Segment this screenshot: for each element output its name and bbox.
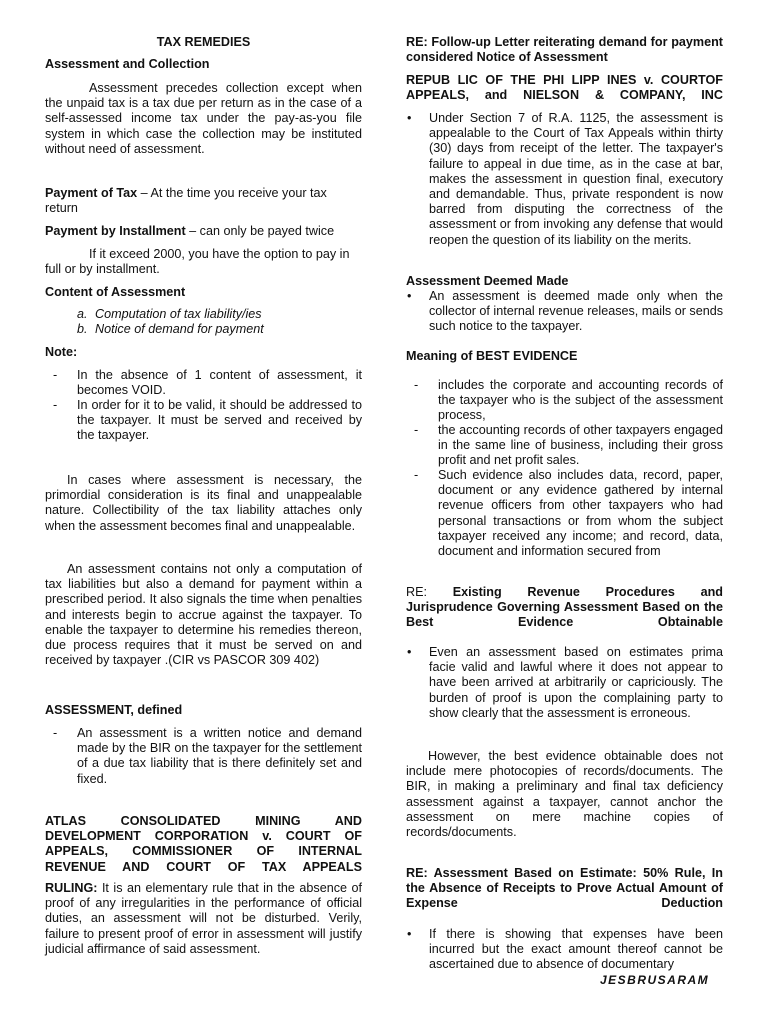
list-text: Such evidence also includes data, record, paper, document or any evidence gathered by internal revenue officers from other taxpayers who had personal transactions or from whom the subject taxpayer received any income; and record, data, document and information secured from bbox=[438, 468, 723, 559]
list-text: An assessment is a written notice and demand made by the BIR on the taxpayer for the settlement of a due tax liability that is there definitely set and fixed. bbox=[77, 726, 362, 786]
ruling-paragraph bbox=[45, 881, 362, 957]
ruling-label: RULING: bbox=[45, 881, 98, 895]
list-item bbox=[45, 368, 362, 398]
paragraph: An assessment contains not only a computation of tax liabilities but also a demand for payment within a prescribed period. It also signals the time when penalties and interests begin to accrue against the taxpayer. To enable the taxpayer to determine his remedies thereon, due process requires that it must be served on and received by taxpayer .(CIR vs PASCOR 309 402) bbox=[45, 562, 362, 668]
bullet: • bbox=[407, 645, 412, 659]
text: – can only be payed twice bbox=[185, 224, 335, 238]
section-heading: ASSESSMENT, defined bbox=[45, 703, 183, 717]
list-item bbox=[45, 307, 362, 322]
list-text: Under Section 7 of R.A. 1125, the assessment is appealable to the Court of Tax Appeals within thirty (30) days from receipt of the letter. The taxpayer's failure to appeal in due time, as in the case at bar, makes the assessment in question final, executory and demandable. Thus, private respondent is now barred from disputing the correctness of the assessment or from invoking any defense that would reopen the question of its liability on the merits. bbox=[429, 111, 723, 247]
list-marker: - bbox=[414, 468, 419, 482]
list-text: Even an assessment based on estimates prima facie valid and lawful where it does not appear to have been arrived at arbitrarily or capriciously. The burden of proof is upon the complaining party to show clearly that the assessment is erroneous. bbox=[429, 645, 723, 720]
heading-text: Existing Revenue Procedures and Jurisprudence Governing Assessment Based on the Best Evidence Obtainable bbox=[406, 585, 723, 630]
case-heading: ATLAS CONSOLIDATED MINING AND DEVELOPMENT CORPORATION v. COURT OF APPEALS, COMMISSIONER OF INTERNAL REVENUE AND COURT OF TAX APPEALS bbox=[45, 814, 362, 874]
list-marker: - bbox=[414, 423, 419, 437]
list-item bbox=[406, 927, 723, 973]
list-text: Computation of tax liability/ies bbox=[95, 307, 262, 321]
ruling-text: It is an elementary rule that in the absence of proof of any irregularities in the performance of official duties, an assessment will not be disturbed. Verily, failure to present proof of error in assessment will justify judicial affirmance of said assessment. bbox=[45, 881, 362, 956]
list-item bbox=[406, 645, 723, 721]
list-text: includes the corporate and accounting records of the taxpayer who is the subject of the assessment process, bbox=[438, 378, 723, 423]
section-heading bbox=[406, 585, 723, 631]
section-heading: Meaning of BEST EVIDENCE bbox=[406, 349, 578, 363]
paragraph: Assessment precedes collection except when the unpaid tax is a tax due per return as in the case of a self-assessed income tax under the pay-as-you file system in which case the collection may be instituted without need of assessment. bbox=[45, 81, 362, 156]
list-marker: b. bbox=[77, 322, 88, 336]
section-heading: RE: Follow-up Letter reiterating demand for payment considered Notice of Assessment bbox=[406, 35, 723, 65]
bullet: • bbox=[407, 289, 412, 303]
list-text: An assessment is deemed made only when the collector of internal revenue releases, mails or sends such notice to the taxpayer. bbox=[429, 289, 723, 334]
list-item bbox=[406, 378, 723, 424]
bullet: • bbox=[407, 927, 412, 941]
section-heading: Assessment and Collection bbox=[45, 57, 210, 71]
case-heading: REPUB LIC OF THE PHI LIPP INES v. COURTOF APPEALS, and NIELSON & COMPANY, INC bbox=[406, 73, 723, 103]
section-heading: RE: Assessment Based on Estimate: 50% Rule, In the Absence of Receipts to Prove Actual Amount of Expense Deduction bbox=[406, 866, 723, 911]
list-text: In order for it to be valid, it should be addressed to the taxpayer. It must be served and received by the taxpayer. bbox=[77, 398, 362, 443]
paragraph: If it exceed 2000, you have the option to pay in full or by installment. bbox=[45, 247, 350, 277]
list-item bbox=[406, 423, 723, 469]
list-text: Notice of demand for payment bbox=[95, 322, 264, 336]
author-footer: JESBRUSARAM bbox=[600, 973, 710, 987]
list-marker: - bbox=[53, 726, 58, 740]
paragraph: However, the best evidence obtainable does not include mere photocopies of records/documents. The BIR, in making a preliminary and final tax deficiency assessment against a taxpayer, cannot anchor the assessment on mere machine copies of records/documents. bbox=[406, 749, 723, 840]
section-heading: Content of Assessment bbox=[45, 285, 186, 299]
list-text: In the absence of 1 content of assessment, it becomes VOID. bbox=[77, 368, 362, 398]
list-item bbox=[406, 468, 723, 559]
list-item bbox=[45, 726, 362, 787]
list-marker: - bbox=[53, 398, 58, 412]
text: – At the time you receive your tax return bbox=[45, 186, 327, 216]
label: Payment of Tax bbox=[45, 186, 138, 200]
list-marker: a. bbox=[77, 307, 88, 321]
list-text: If there is showing that expenses have been incurred but the exact amount thereof cannot be ascertained due to absence of documentary bbox=[429, 927, 723, 972]
bullet: • bbox=[407, 111, 412, 125]
re-prefix: RE: bbox=[406, 585, 453, 599]
list-text: the accounting records of other taxpayers engaged in the same line of business, including their gross profit and net profit sales. bbox=[438, 423, 723, 468]
section-heading: Assessment Deemed Made bbox=[406, 274, 569, 288]
list-marker: - bbox=[53, 368, 58, 382]
list-item bbox=[406, 111, 723, 248]
list-item bbox=[45, 322, 362, 337]
payment-of-tax bbox=[45, 186, 362, 216]
list-marker: - bbox=[414, 378, 419, 392]
section-heading: Note: bbox=[45, 345, 78, 359]
list-item bbox=[406, 289, 723, 335]
payment-by-installment bbox=[45, 224, 362, 239]
label: Payment by Installment bbox=[45, 224, 186, 238]
paragraph: In cases where assessment is necessary, the primordial consideration is its final and unappealable nature. Collectibility of the tax liability attaches only when the assessment becomes final and unappealable. bbox=[45, 473, 362, 533]
page-title: TAX REMEDIES bbox=[156, 35, 251, 49]
list-item bbox=[45, 398, 362, 444]
